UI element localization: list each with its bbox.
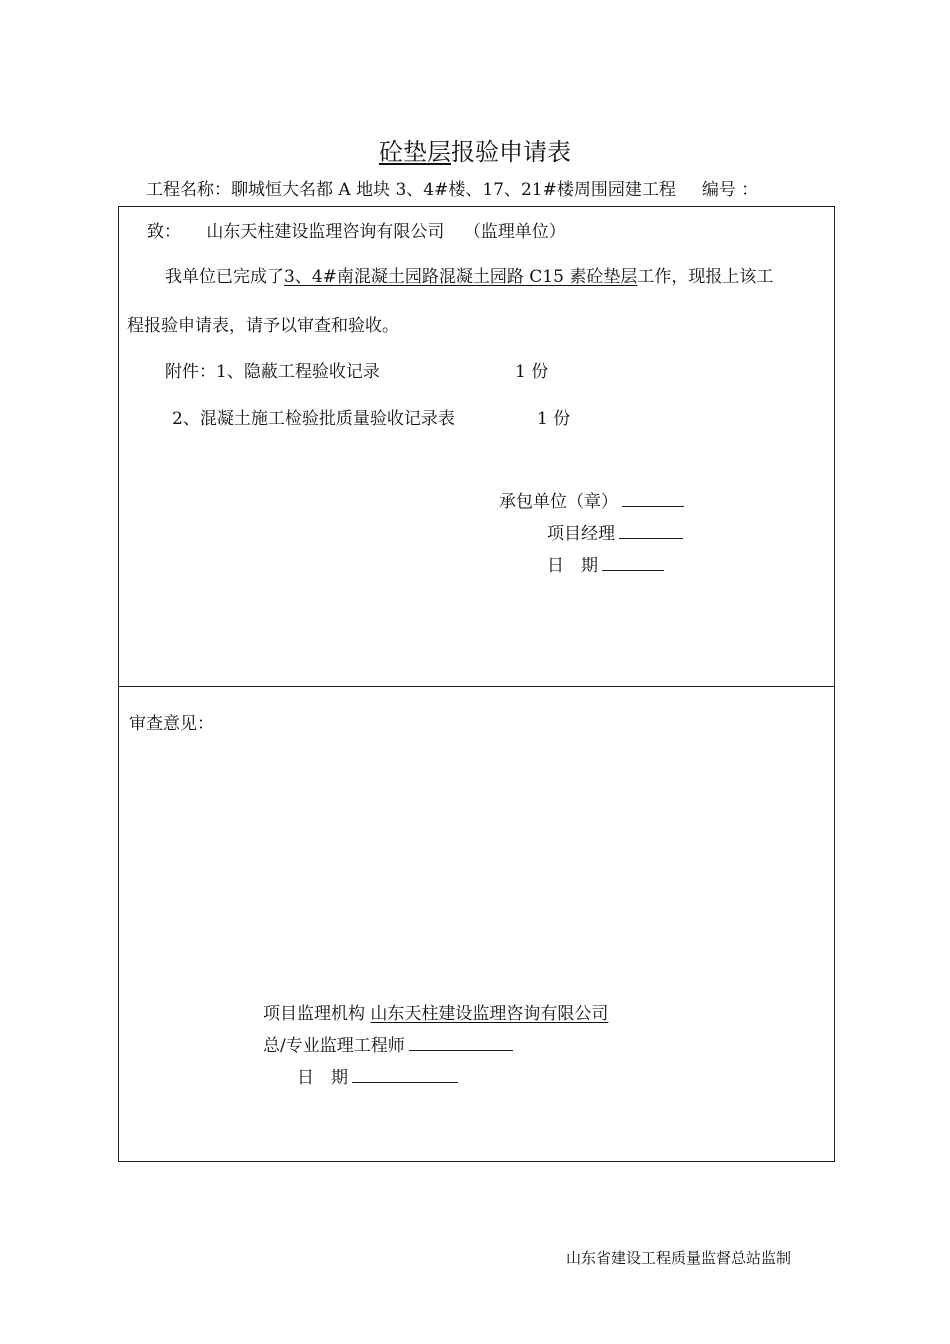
section-divider [119, 686, 834, 687]
agency-label: 项目监理机构 [263, 1004, 365, 1024]
supervisor-note: （监理单位） [463, 222, 566, 242]
manager-signature-line [547, 519, 683, 544]
date-line-2 [297, 1063, 458, 1088]
body-prefix: 我单位已完成了 [165, 267, 284, 287]
agency-line [263, 999, 608, 1024]
engineer-line [263, 1031, 513, 1056]
body-suffix: 工作，现报上该工 [637, 267, 774, 287]
date-label-2: 日 期 [297, 1068, 348, 1088]
attachment-1-count: 1 份 [515, 362, 549, 382]
title-rest: 报验申请表 [451, 138, 571, 166]
manager-label: 项目经理 [547, 524, 615, 544]
attachment-2-label: 2、混凝土施工检验批质量验收记录表 [172, 409, 455, 429]
agency-value: 山东天柱建设监理咨询有限公司 [370, 1004, 609, 1024]
date-blank-1 [602, 554, 664, 571]
contractor-signature-line [499, 487, 684, 512]
form-table [118, 206, 835, 1162]
to-label: 致： [147, 222, 181, 242]
engineer-blank [409, 1034, 513, 1051]
footer-text: 山东省建设工程质量监督总站监制 [566, 1249, 792, 1267]
attachment-1-label: 附件：1、隐蔽工程验收记录 [165, 362, 380, 382]
header-line [146, 175, 758, 200]
review-label: 审查意见： [129, 714, 214, 734]
date-label-1: 日 期 [547, 556, 598, 576]
contractor-label: 承包单位（章） [499, 492, 618, 512]
manager-blank [619, 522, 683, 539]
body-line-1 [165, 262, 773, 287]
supervisor-name: 山东天柱建设监理咨询有限公司 [206, 222, 445, 242]
engineer-label: 总/专业监理工程师 [263, 1036, 405, 1056]
addressee-line [147, 217, 566, 242]
date-blank-2 [352, 1066, 458, 1083]
number-label: 编号 ： [701, 180, 759, 200]
project-name: 工程名称：聊城恒大名都 A 地块 3、4#楼、17、21#楼周围园建工程 [146, 180, 676, 200]
work-description: 3、4#南混凝土园路混凝土园路 C15 素砼垫层 [284, 267, 638, 287]
attachment-2-count: 1 份 [537, 409, 571, 429]
page-title [0, 132, 950, 167]
body-line-2: 程报验申请表，请予以审查和验收。 [127, 316, 399, 336]
date-line-1 [547, 551, 664, 576]
contractor-blank [622, 490, 684, 507]
title-underlined-part: 砼垫层 [379, 138, 451, 166]
